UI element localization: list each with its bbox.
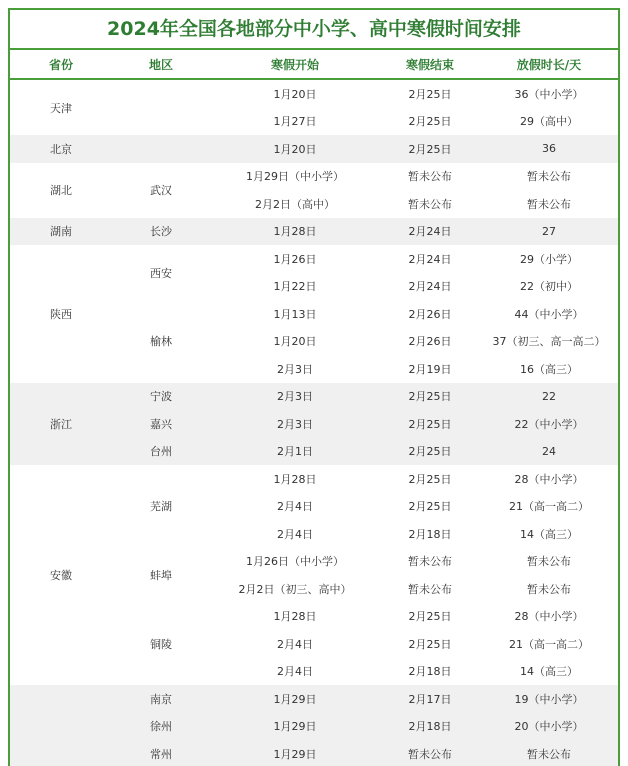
end-date-cell: 2月17日 (380, 685, 480, 713)
end-date-cell: 2月24日 (380, 218, 480, 246)
region-cell: 台州 (112, 438, 210, 466)
table-row (10, 163, 618, 191)
duration-cell: 22 (480, 383, 618, 411)
duration-cell: 21（高一高二） (509, 637, 589, 651)
end-date-cell: 2月25日 (408, 500, 452, 514)
end-date-cell: 2月25日 (380, 135, 480, 163)
header-row (10, 50, 618, 79)
duration-cell: 20（中小学） (480, 713, 618, 741)
duration-cell: 36（中小学） (514, 87, 584, 101)
end-date-cell: 2月25日 (408, 472, 452, 486)
region-cell: 南京 (112, 685, 210, 713)
region-cell: 嘉兴 (112, 410, 210, 438)
start-date-cell: 2月4日 (277, 637, 313, 651)
end-date-cell: 2月25日 (380, 438, 480, 466)
region-cell: 榆林 (150, 335, 172, 349)
start-date-cell: 1月28日 (273, 472, 317, 486)
duration-cell: 29（高中） (520, 115, 578, 129)
start-date-cell: 1月29日 (210, 685, 380, 713)
end-date-cell: 2月25日 (408, 115, 452, 129)
region-cell (112, 135, 210, 163)
region-cell: 宁波 (112, 383, 210, 411)
duration-cell: 14（高三） (520, 665, 578, 679)
region-cell: 常州 (112, 740, 210, 766)
end-date-cell: 2月25日 (380, 383, 480, 411)
province-cell: 陕西 (50, 307, 72, 321)
province-cell: 浙江 (10, 383, 112, 466)
province-cell: 湖北 (50, 184, 72, 197)
table-row (10, 218, 618, 246)
start-date-cell: 1月26日（中小学） (246, 555, 344, 569)
region-cell: 武汉 (150, 184, 172, 197)
region-cell: 蚌埠 (150, 569, 172, 582)
region-cell: 长沙 (112, 218, 210, 246)
start-date-cell: 2月1日 (210, 438, 380, 466)
table-row (10, 685, 618, 713)
start-date-cell: 1月20日 (210, 135, 380, 163)
start-date-cell: 2月4日 (277, 665, 313, 679)
end-date-cell: 2月25日 (408, 87, 452, 101)
region-cell: 西安 (150, 266, 172, 280)
header-start: 寒假开始 (210, 50, 380, 79)
duration-cell: 14（高三） (520, 527, 578, 541)
duration-cell: 暂未公布 (527, 555, 571, 569)
duration-cell: 22（初中） (520, 280, 578, 294)
end-date-cell: 2月24日 (408, 280, 452, 294)
duration-cell: 44（中小学） (514, 307, 584, 321)
duration-cell: 暂未公布 (527, 197, 571, 211)
start-date-cell: 1月29日 (210, 713, 380, 741)
header-province: 省份 (10, 50, 112, 79)
end-date-cell: 暂未公布 (408, 555, 452, 569)
schedule-card (8, 8, 620, 766)
region-cell: 铜陵 (150, 637, 172, 651)
end-date-cell: 2月18日 (408, 527, 452, 541)
start-date-cell: 1月29日（中小学） (246, 170, 344, 184)
duration-cell: 16（高三） (520, 362, 578, 376)
table-row (10, 245, 618, 273)
start-date-cell: 1月20日 (273, 87, 317, 101)
start-date-cell: 1月13日 (273, 307, 317, 321)
duration-cell: 暂未公布 (527, 582, 571, 596)
table-row (10, 465, 618, 493)
page-title: 2024年全国各地部分中小学、高中寒假时间安排 (10, 10, 618, 50)
table-row (10, 383, 618, 411)
start-date-cell: 2月4日 (277, 527, 313, 541)
end-date-cell: 暂未公布 (408, 582, 452, 596)
start-date-cell: 1月22日 (273, 280, 317, 294)
duration-cell: 28（中小学） (514, 610, 584, 624)
duration-cell: 暂未公布 (480, 740, 618, 766)
province-cell: 湖南 (10, 218, 112, 246)
schedule-table (10, 50, 618, 766)
start-date-cell: 1月28日 (210, 218, 380, 246)
table-body (10, 79, 618, 766)
end-date-cell: 2月25日 (380, 410, 480, 438)
header-region: 地区 (112, 50, 210, 79)
end-date-cell: 2月18日 (408, 665, 452, 679)
start-date-cell: 2月2日（初三、高中） (238, 582, 352, 596)
end-date-cell: 2月25日 (408, 637, 452, 651)
header-duration: 放假时长/天 (480, 50, 618, 79)
start-date-cell: 2月2日（高中） (255, 197, 335, 211)
region-cell (112, 79, 210, 135)
duration-cell: 37（初三、高一高二） (492, 335, 606, 349)
duration-cell: 36 (480, 135, 618, 163)
end-date-cell: 2月18日 (380, 713, 480, 741)
start-date-cell: 2月3日 (210, 383, 380, 411)
start-date-cell: 2月3日 (210, 410, 380, 438)
table-row (10, 79, 618, 108)
end-date-cell: 暂未公布 (408, 170, 452, 184)
duration-cell: 22（中小学） (480, 410, 618, 438)
end-date-cell: 暂未公布 (408, 197, 452, 211)
end-date-cell: 2月19日 (408, 362, 452, 376)
table-row (10, 135, 618, 163)
header-end: 寒假结束 (380, 50, 480, 79)
region-cell: 徐州 (112, 713, 210, 741)
end-date-cell: 2月26日 (408, 335, 452, 349)
end-date-cell: 2月25日 (408, 610, 452, 624)
duration-cell: 21（高一高二） (509, 500, 589, 514)
start-date-cell: 1月29日 (210, 740, 380, 766)
end-date-cell: 暂未公布 (380, 740, 480, 766)
province-cell: 北京 (10, 135, 112, 163)
start-date-cell: 1月28日 (273, 610, 317, 624)
start-date-cell: 1月20日 (273, 335, 317, 349)
start-date-cell: 2月4日 (277, 500, 313, 514)
region-cell: 芜湖 (150, 500, 172, 514)
start-date-cell: 1月27日 (273, 115, 317, 129)
duration-cell: 暂未公布 (527, 170, 571, 184)
start-date-cell: 1月26日 (273, 252, 317, 266)
province-cell: 安徽 (50, 569, 72, 582)
duration-cell: 28（中小学） (514, 472, 584, 486)
start-date-cell: 2月3日 (277, 362, 313, 376)
province-cell (10, 685, 112, 766)
duration-cell: 24 (480, 438, 618, 466)
duration-cell: 19（中小学） (480, 685, 618, 713)
end-date-cell: 2月26日 (408, 307, 452, 321)
duration-cell: 29（小学） (520, 252, 578, 266)
duration-cell: 27 (480, 218, 618, 246)
province-cell: 天津 (50, 101, 72, 115)
end-date-cell: 2月24日 (408, 252, 452, 266)
